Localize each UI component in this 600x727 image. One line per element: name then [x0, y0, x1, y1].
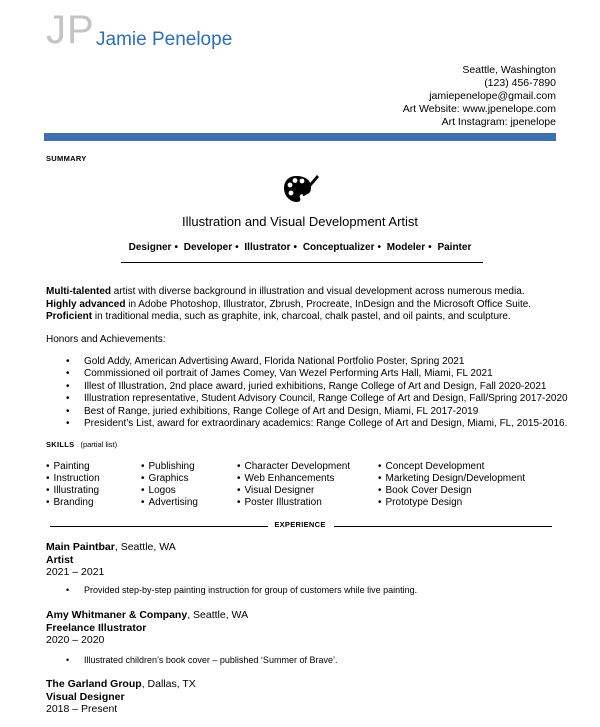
list-item: • Illest of Illustration, 2nd place award, juried exhibitions, Range College of Art and Design, Fall 2020-2021 [66, 381, 568, 393]
skill-item: • Publishing [141, 461, 195, 472]
job-location: , Seattle, WA [114, 541, 176, 553]
honors-heading: Honors and Achievements: [46, 334, 166, 345]
skills-column-3 [237, 461, 350, 509]
job-location: , Seattle, WA [187, 609, 249, 621]
summary-headline: Illustration and Visual Development Artist [181, 214, 419, 229]
skill-item: • Book Cover Design [378, 485, 472, 496]
skills-heading: SKILLS (partial list) [46, 440, 118, 449]
summary-paragraph [46, 286, 531, 324]
job-company: Main Paintbar [46, 541, 115, 553]
job-bullet: • Illustrated children’s book cover – published ‘Summer of Brave’. [66, 655, 337, 666]
job-entry [46, 609, 248, 647]
job-title: Visual Designer [46, 690, 125, 703]
role: Designer [128, 242, 172, 253]
initials-logo: JP [46, 8, 95, 52]
skills-column-2 [141, 461, 198, 509]
header-divider-bar [44, 133, 556, 141]
job-company: Amy Whitmaner & Company [46, 609, 188, 621]
job-location: , Dallas, TX [141, 678, 196, 690]
list-item: • Illustration representative, Student Advisory Council, Range College of Art and Design, Fall/Spring 2017-2020 [66, 393, 568, 405]
job-entry [46, 678, 196, 716]
summary-line: Proficient in traditional media, such as graphite, ink, charcoal, chalk pastel, and oil paints, and sculpture. [46, 311, 511, 322]
skill-item: • Painting [46, 461, 90, 472]
experience-heading: EXPERIENCE [274, 520, 326, 529]
summary-heading: SUMMARY [46, 154, 87, 163]
contact-phone: (123) 456-7890 [484, 77, 556, 89]
list-item: • Best of Range, juried exhibitions, Range College of Art and Design, Miami, FL 2017-2019 [66, 406, 568, 418]
skill-item: • Instruction [46, 473, 100, 484]
job-title: Artist [46, 553, 74, 566]
list-item: • President’s List, award for extraordinary academics: Range College of Art and Design, Miami, FL, 2015-2016. [66, 418, 568, 430]
applicant-name: Jamie Penelope [96, 29, 233, 50]
skill-item: • Graphics [141, 473, 189, 484]
skill-item: • Character Development [237, 461, 351, 472]
skills-column-4 [378, 461, 525, 509]
skill-item: • Web Enhancements [237, 473, 335, 484]
skill-item: • Prototype Design [378, 497, 463, 508]
role: Painter [437, 242, 472, 253]
contact-instagram[interactable]: Art Instagram: jpenelope [441, 116, 556, 128]
job-title: Freelance Illustrator [46, 621, 147, 634]
skills-subheading: (partial list) [80, 440, 118, 449]
skill-item: • Marketing Design/Development [378, 473, 526, 484]
experience-rule-right [334, 526, 552, 527]
role: Conceptualizer [302, 242, 375, 253]
contact-block [403, 64, 556, 129]
roles-line: Designer • Developer • Illustrator • Conceptualizer • Modeler • Painter [128, 242, 472, 253]
skill-item: • Advertising [141, 497, 198, 508]
role: Developer [183, 242, 233, 253]
job-entry [46, 541, 176, 579]
job-company: The Garland Group [46, 678, 142, 690]
job-dates: 2018 – Present [46, 703, 118, 715]
skill-item: • Poster Illustration [237, 497, 322, 508]
job-bullet: • Provided step-by-step painting instruction for group of customers while live painting. [66, 585, 417, 596]
skills-column-1 [46, 461, 100, 509]
summary-line: Highly advanced in Adobe Photoshop, Illustrator, Zbrush, Procreate, InDesign and the Microsoft Office Suite. [46, 298, 532, 310]
summary-line: Multi-talented artist with diverse background in illustration and visual development across numerous media. [46, 286, 525, 297]
honors-list [66, 356, 568, 430]
skill-item: • Concept Development [378, 461, 485, 472]
list-item: • Commissioned oil portrait of James Comey, Van Wezel Performing Arts Hall, Miami, FL 2021 [66, 368, 568, 380]
contact-location: Seattle, Washington [462, 64, 556, 76]
job-dates: 2021 – 2021 [46, 566, 105, 578]
contact-email[interactable]: jamiepenelope@gmail.com [429, 90, 556, 102]
skill-item: • Visual Designer [237, 485, 315, 496]
role: Modeler [386, 242, 426, 253]
skill-item: • Illustrating [46, 485, 100, 496]
contact-website[interactable]: Art Website: www.jpenelope.com [402, 103, 556, 115]
role: Illustrator [244, 242, 291, 253]
skill-item: • Logos [141, 485, 176, 496]
job-dates: 2020 – 2020 [46, 634, 105, 646]
skill-item: • Branding [46, 497, 94, 508]
palette-icon [283, 174, 321, 204]
list-item: • Gold Addy, American Advertising Award, Florida National Portfolio Poster, Spring 2021 [66, 356, 568, 368]
summary-divider [121, 262, 483, 263]
